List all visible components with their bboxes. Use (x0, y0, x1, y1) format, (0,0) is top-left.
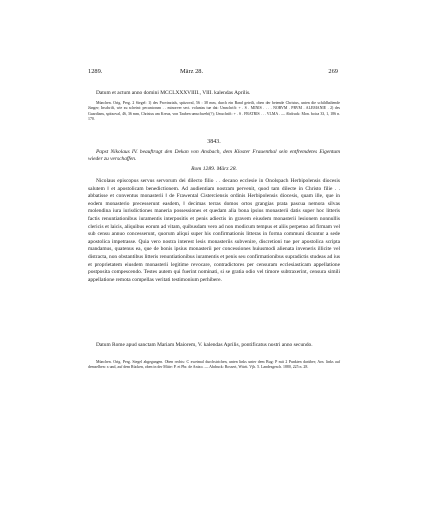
previous-document-note (88, 101, 340, 123)
document-number-block (88, 139, 340, 145)
document-body-block (88, 178, 340, 284)
document-number: 3843. (207, 139, 221, 145)
document-body-text: Nicolaus episcopus servus servorum dei dilecto filio . . decano ecclesie in Onolspach Herbipolensis diocesis salutem ‖ et apostolicam benedictionem. Ad audientiam nostram pervenit, quod tam dilecte in Christo filie . . abbatisse et conventus monasterii ‖ de Frawental Cisterciensis ordinis Herbipolensis diocesis, quam ille, que in eodem monasterio precesserunt easdem, ‖ decimas terras domos ortos grangias prata pascua nemora silvas molendina iura iurisdictiones maneria possessiones et quedam alia bona ipsius monasterii datis super hoc litteris factis renuntiationibus iuramentis interpositis et penis adiectis in gravem eiusdem monasterii lesionem nonnullis clericis et laicis, aliquibus eorum ad vitam, quibusdam vero ad non modicum tempus et aliis perpetuo ad firmam vel sub censu annuo concesserunt, quorum aliqui super his confirmationis litteras in forma communi dicuntur a sede apostolica impetrasse. Quia vero nostra interest lesis monasteriis subvenire, discretioni tue per apostolica scripta mandamus, quatenus ea, que de bonis ipsius monasterii per concessiones huiusmodi alienata inveneris illicite vel distracta, non obstantibus litteris renuntiationibus iuramentis et penis seu confirmationibus supradictis studeas ad ius et proprietatem eiusdem monasterii legitime revocare, contradictores per censuram ecclesiasticam appellatione postposita compescendo. Testes autem qui fuerint nominati, si se gratia odio vel timore subtraxerint, censura simili appellatione remota compellas veritati testimonium perhibere. (88, 178, 340, 283)
previous-note-text: München. Orig. Perg. 2 Siegel: 1) des Provinzials, spitzoval, 56 : 38 mm, durch ein Band geteilt, oben der betende Christus, unten die schildhaltende Jünger; Inschrift, wie zu scheint: pecuntorum . . minorver sect. voluntas tue dat: Umschrift: + . S . MINIS . . . . NORVM . PRVM . ALEMANIE . 2) des Guardians, spitzoval, 46, 36 mm, Christus am Kreuz, von Tauben umschwebt(?); Umschrift: + . S . FRATRIS . . . VLMA . — Abdruck: Mon. boica 33, 1, 186 n. 170. (88, 101, 340, 122)
header-year: 1289. (88, 68, 103, 75)
document-summary: Papst Nikolaus IV. beauftragt den Dekan von Ansbach, dem Kloster Frauenthal sein entfremdetes Eigentum wieder zu verschaffen. (88, 149, 340, 163)
document-note-text: München. Orig. Perg. Siegel abgegangen. Oben rechts: C zweimal durchstrichen, unten links unter dem Bug: P mit 2 Punkten darüber; Arn. links auf demselben: x und, auf dem Rücken, oben in der Mitte: P. et Pbr. de Anixo. — Abdruck: Bossert, Württ. Vjh. 5. Landesgesch. 1880, 225 n. 28. (88, 360, 340, 370)
document-dating-block (88, 342, 340, 350)
document-place-date-block (88, 166, 340, 172)
page-number: 269 (328, 68, 338, 75)
running-header (88, 68, 338, 80)
header-date: März 28. (180, 68, 204, 75)
document-place-date: Rom 1289. März 28. (191, 166, 237, 172)
previous-dating-line: Datum et actum anno domini MCCLXXXVIIII., VIII. kalendas Aprilis. (96, 90, 251, 96)
previous-document-dating (88, 90, 340, 98)
document-note-block (88, 360, 340, 371)
document-summary-block (88, 149, 340, 163)
document-dating-text: Datum Rome apud sanctam Mariam Maiorem, V. kalendas Aprilis, pontificatus nostri anno secundo. (96, 342, 313, 348)
